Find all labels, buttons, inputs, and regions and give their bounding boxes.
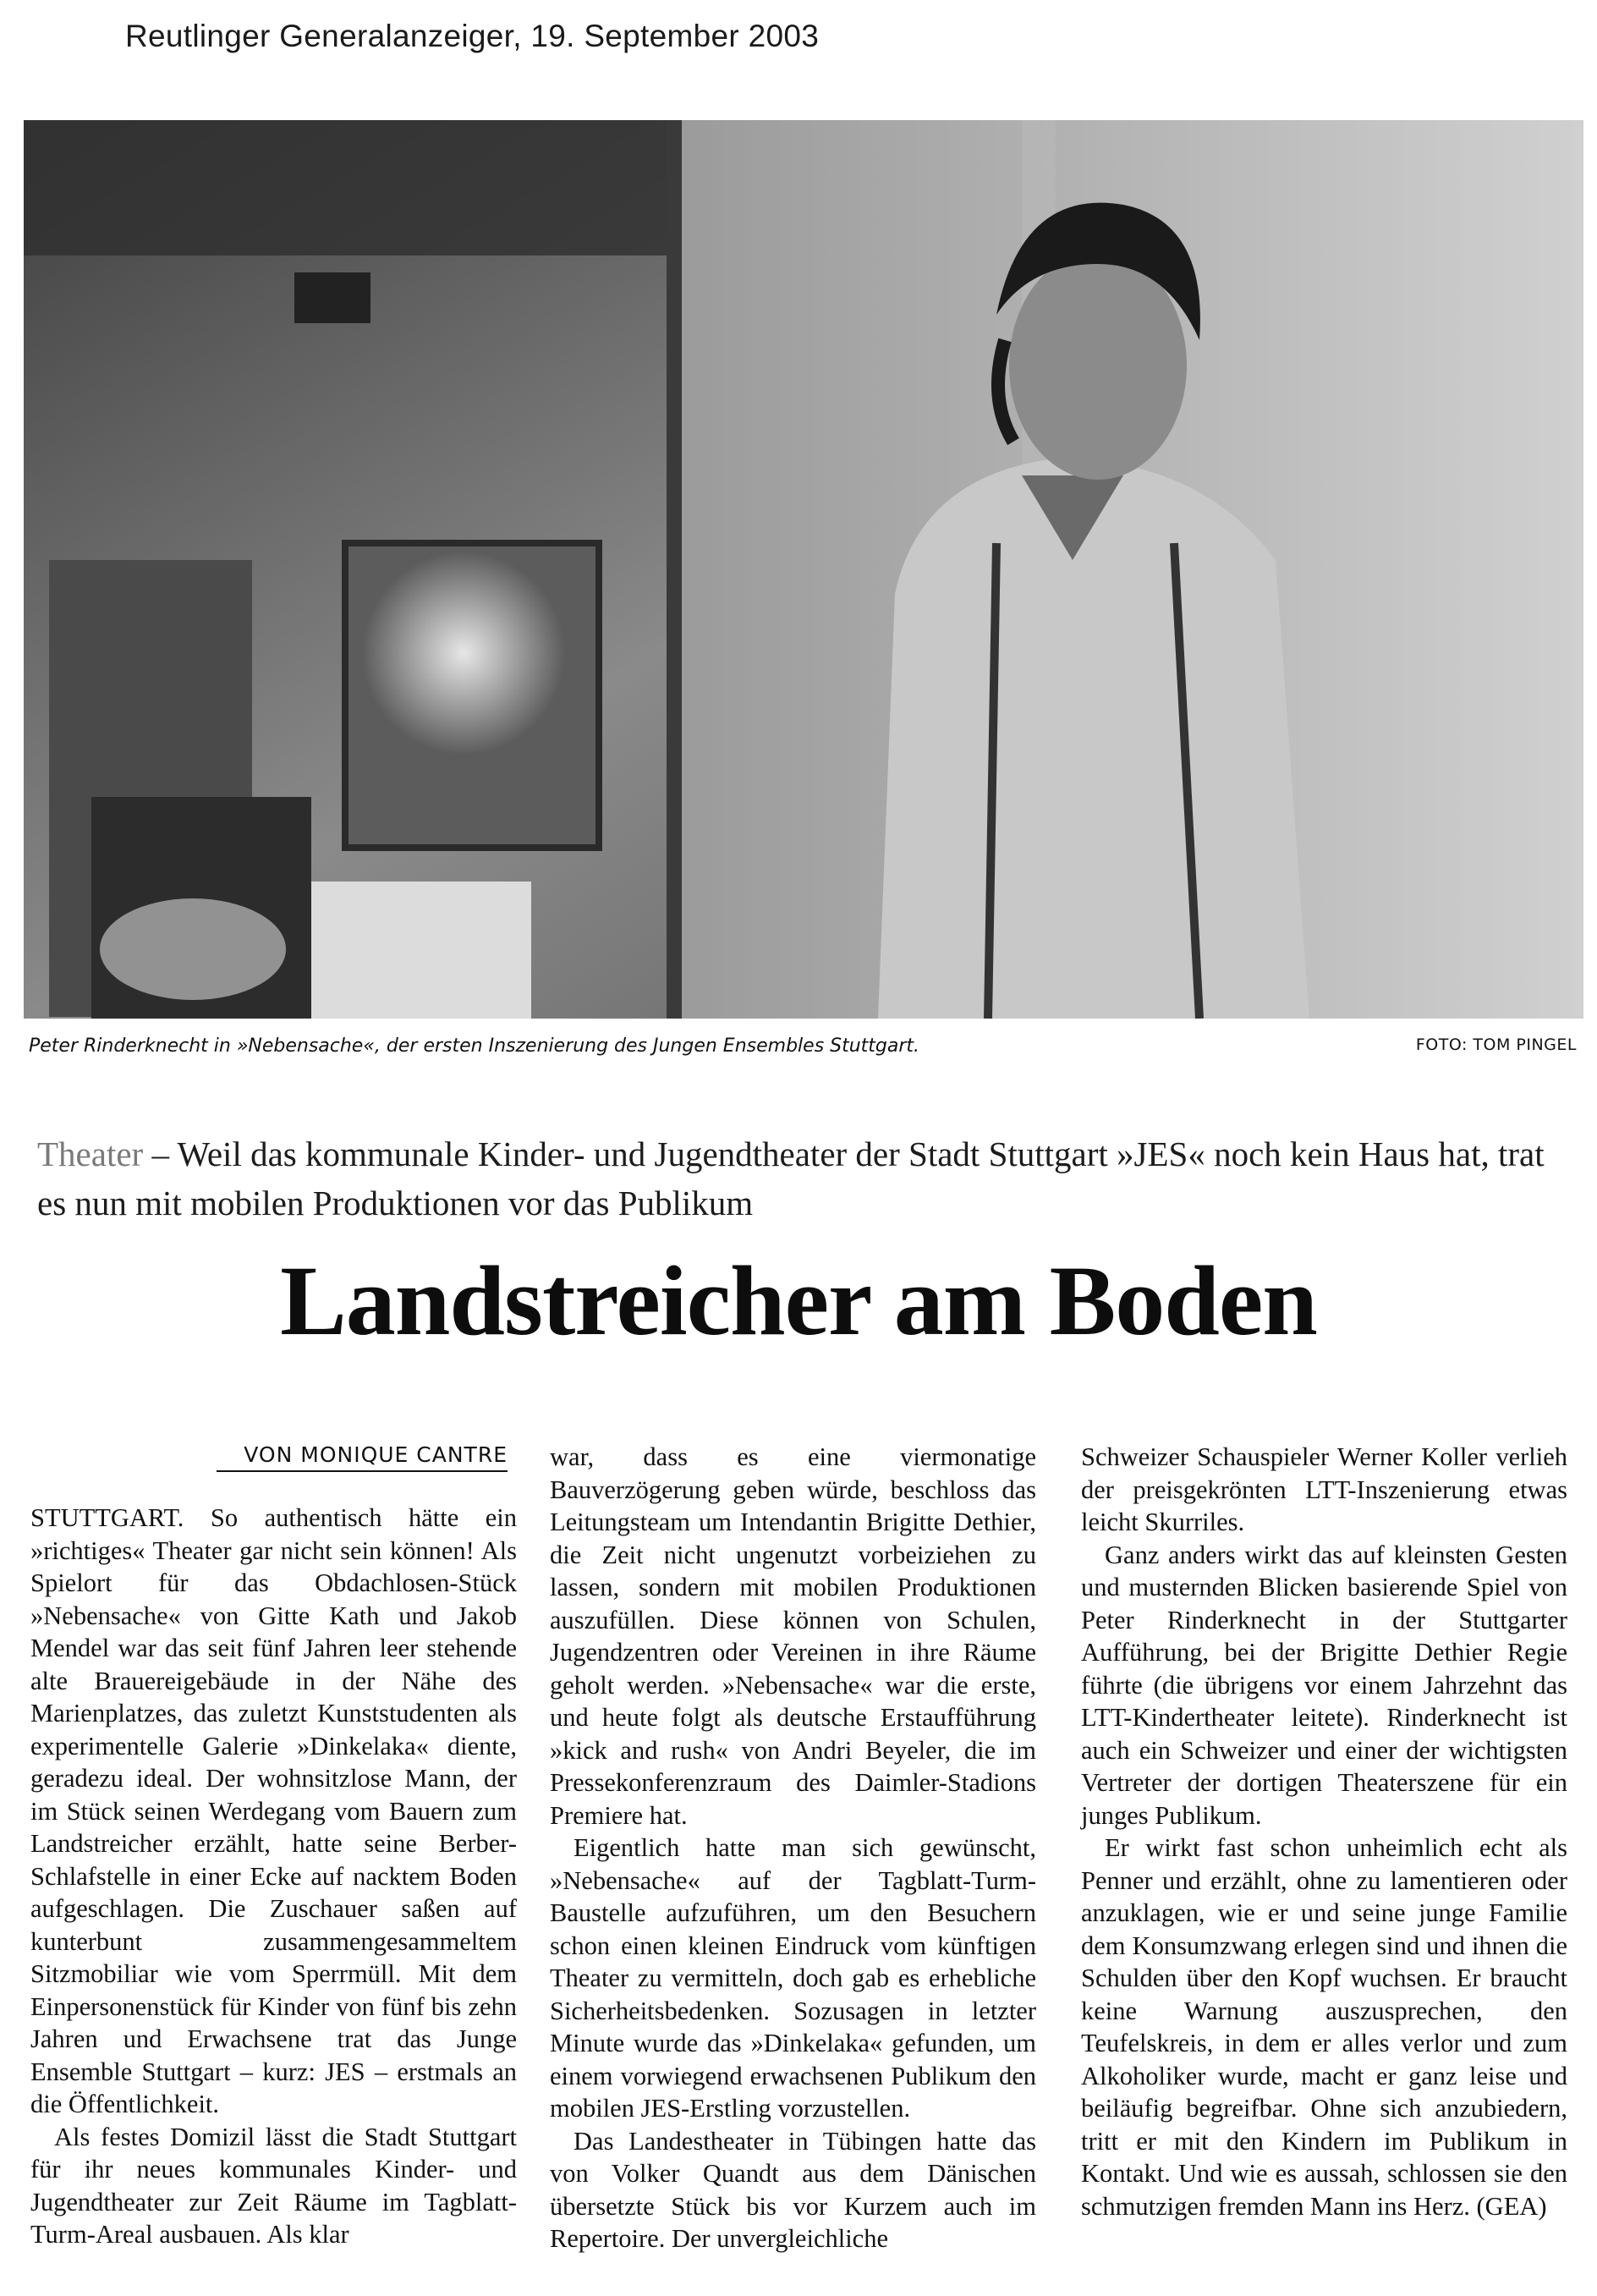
caption-text: Peter Rinderknecht in »Nebensache«, der ersten Inszenierung des Jungen Ensembles Stuttgart. bbox=[29, 1035, 920, 1057]
article-photo bbox=[24, 120, 1583, 1019]
paragraph: war, dass es eine viermonatige Bauverzögerung geben würde, beschloss das Leitungsteam um Intendantin Brigitte Dethier, die Zeit nicht ungenutzt vorbeiziehen zu lassen, sondern mit mobilen Produktionen auszufüllen. Diese können von Schulen, Jugendzentren oder Vereinen in ihre Räume geholt werden. »Nebensache« war die erste, und heute folgt als deutsche Erstaufführung »kick and rush« von Andri Beyeler, die im Pressekonferenzraum des Daimler-Stadions Premiere hat. bbox=[550, 1442, 1036, 1830]
paragraph: Ganz anders wirkt das auf kleinsten Gesten und musternden Blicken basierende Spiel von Peter Rinderknecht in der Stuttgarter Aufführung, bei der Brigitte Dethier Regie führte (die übrigens vor einem Jahrzehnt das LTT-Kindertheater leitete). Rinderknecht ist auch ein Schweizer und einer der wichtigsten Vertreter der dortigen Theaterszene für ein junges Publikum. bbox=[1081, 1540, 1567, 1830]
dateline: STUTTGART. bbox=[30, 1503, 184, 1532]
paragraph: Eigentlich hatte man sich gewünscht, »Nebensache« auf der Tagblatt-Turm-Baustelle aufzuführen, um den Besuchern schon einen kleinen Eindruck vom künftigen Theater zu vermitteln, doch gab es erhebliche Sicherheitsbedenken. Sozusagen in letzter Minute wurde das »Dinkelaka« gefunden, um einem vorwiegend erwachsenen Publikum den mobilen JES-Erstling vorzustellen. bbox=[550, 1833, 1036, 2123]
photo-credit: FOTO: TOM PINGEL bbox=[1415, 1035, 1577, 1054]
photo-caption bbox=[24, 1030, 1583, 1064]
paragraph: Das Landestheater in Tübingen hatte das von Volker Quandt aus dem Dänischen übersetzte Stück bis vor Kurzem auch im Repertoire. Der unvergleichliche bbox=[550, 2126, 1036, 2253]
paragraph-text: So authentisch hätte ein »richtiges« Theater gar nicht sein können! Als Spielort für das Obdachlosen-Stück »Nebensache« von Gitte Kath und Jakob Mendel war das seit fünf Jahren leer stehende alte Brauereigebäude in der Nähe des Marienplatzes, das zuletzt Kunststudenten als experimentelle Galerie »Dinkelaka« diente, geradezu ideal. Der wohnsitzlose Mann, der im Stück seinen Werdegang vom Bauern zum Landstreicher erzählt, hatte seine Berber-Schlafstelle in einer Ecke auf nacktem Boden aufgeschlagen. Die Zuschauer saßen auf kunterbunt zusammengesammeltem Sitzmobiliar wie vom Sperrmüll. Mit dem Einpersonenstück für Kinder von fünf bis zehn Jahren und Erwachsene trat das Junge Ensemble Stuttgart – kurz: JES – erstmals an die Öffentlichkeit. bbox=[30, 1503, 517, 2118]
paragraph: Er wirkt fast schon unheimlich echt als Penner und erzählt, ohne zu lamentieren oder anzuklagen, wie er und seine junge Familie dem Konsumzwang erlegen sind und ihnen die Schulden über den Kopf wuchsen. Er braucht keine Warnung auszusprechen, den Teufelskreis, in dem er alles verlor und zum Alkoholiker wurde, macht er ganz leise und beiläufig begreifbar. Ohne sich anzubiedern, tritt er mit den Kindern im Publikum in Kontakt. Und wie es aussah, schlossen sie den schmutzigen fremden Mann ins Herz. (GEA) bbox=[1081, 1833, 1567, 2221]
article-column-2 bbox=[550, 1441, 1036, 2255]
paragraph: Schweizer Schauspieler Werner Koller verlieh der preisgekrönten LTT-Inszenierung etwas leicht Skurriles. bbox=[1081, 1442, 1567, 1536]
article-column-3 bbox=[1081, 1441, 1567, 2222]
article-column-1 bbox=[30, 1502, 517, 2251]
headline: Landstreicher am Boden bbox=[280, 1245, 1317, 1356]
kicker bbox=[37, 1129, 1560, 1228]
paragraph bbox=[30, 1502, 517, 2121]
paragraph: Als festes Domizil lässt die Stadt Stuttgart für ihr neues kommunales Kinder- und Jugendtheater zur Zeit Räume im Tagblatt-Turm-Areal ausbauen. Als klar bbox=[30, 2122, 517, 2249]
kicker-label: Theater bbox=[37, 1134, 144, 1173]
source-line: Reutlinger Generalanzeiger, 19. September 2003 bbox=[125, 19, 820, 53]
byline: VON MONIQUE CANTRE bbox=[217, 1442, 508, 1472]
kicker-text: – Weil das kommunale Kinder- und Jugendtheater der Stadt Stuttgart »JES« noch kein Haus hat, trat es nun mit mobilen Produktionen vor das Publikum bbox=[37, 1134, 1545, 1222]
photo-illustration bbox=[24, 120, 1583, 1019]
